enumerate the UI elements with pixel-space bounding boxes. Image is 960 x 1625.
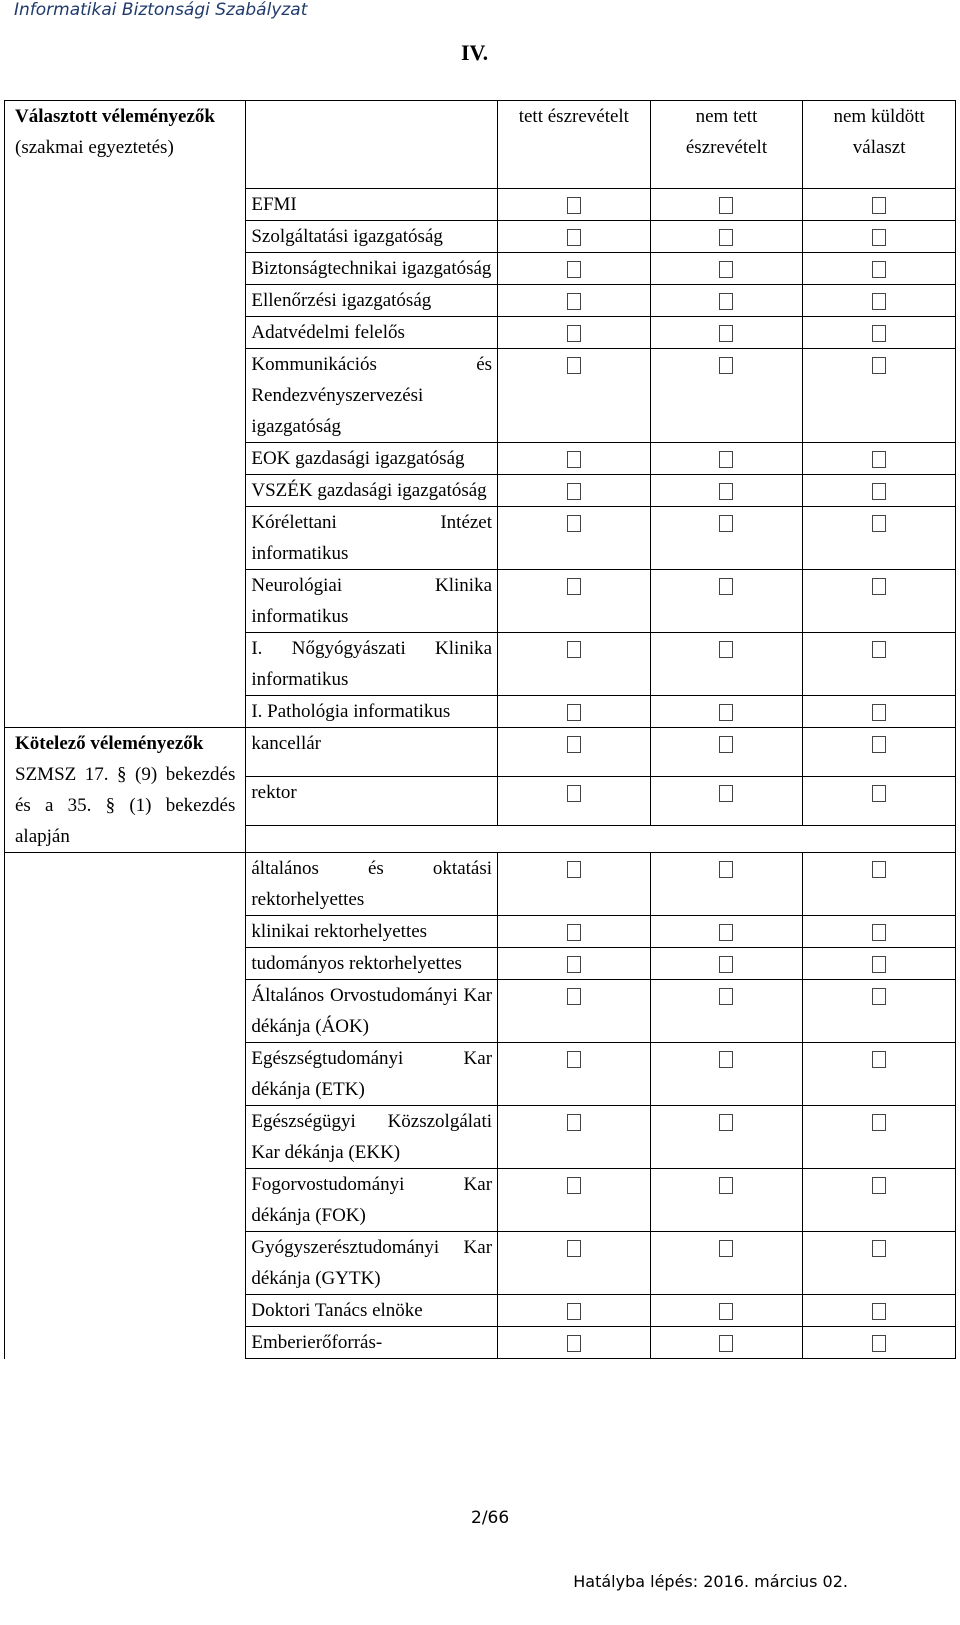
checkbox-cell <box>498 285 651 317</box>
checkbox-cell <box>498 696 651 728</box>
checkbox-cell <box>650 189 803 221</box>
reviewer-name: Gyógyszerésztudományi Kar dékánja (GYTK) <box>246 1232 498 1295</box>
checkbox-square-icon[interactable] <box>567 1114 581 1131</box>
checkbox-cell <box>803 253 956 285</box>
checkbox-square-icon[interactable] <box>872 1335 886 1352</box>
checkbox-cell <box>650 253 803 285</box>
checkbox-cell <box>650 696 803 728</box>
reviewer-name: rektor <box>246 777 498 826</box>
reviewer-name: Kommunikációs és Rendezvényszervezési igazgatóság <box>246 349 498 443</box>
checkbox-square-icon[interactable] <box>567 704 581 721</box>
checkbox-cell <box>803 853 956 916</box>
checkbox-cell <box>803 507 956 570</box>
checkbox-square-icon[interactable] <box>872 325 886 342</box>
column-header-no-comment: nem tett észrevételt <box>650 101 803 189</box>
checkbox-square-icon[interactable] <box>872 229 886 246</box>
checkbox-square-icon[interactable] <box>567 736 581 753</box>
checkbox-cell <box>498 728 651 777</box>
checkbox-cell <box>650 728 803 777</box>
checkbox-cell <box>498 443 651 475</box>
table-row <box>5 728 956 777</box>
checkbox-square-icon[interactable] <box>719 1240 733 1257</box>
spacer-cell <box>246 826 956 853</box>
checkbox-cell <box>498 507 651 570</box>
group2-continuation-cell <box>5 853 246 1359</box>
checkbox-square-icon[interactable] <box>567 261 581 278</box>
checkbox-cell <box>498 570 651 633</box>
checkbox-square-icon[interactable] <box>872 293 886 310</box>
checkbox-square-icon[interactable] <box>567 1240 581 1257</box>
reviewers-table <box>4 100 956 1359</box>
page-number: 2/66 <box>471 1508 510 1528</box>
reviewer-name: Ellenőrzési igazgatóság <box>246 285 498 317</box>
checkbox-cell <box>803 349 956 443</box>
checkbox-square-icon[interactable] <box>719 197 733 214</box>
checkbox-square-icon[interactable] <box>567 988 581 1005</box>
checkbox-cell <box>650 948 803 980</box>
checkbox-cell <box>803 1295 956 1327</box>
checkbox-square-icon[interactable] <box>872 357 886 374</box>
checkbox-square-icon[interactable] <box>567 924 581 941</box>
checkbox-square-icon[interactable] <box>719 1335 733 1352</box>
column-header-no-reply: nem küldött választ <box>803 101 956 189</box>
checkbox-cell <box>803 443 956 475</box>
checkbox-square-icon[interactable] <box>719 325 733 342</box>
checkbox-square-icon[interactable] <box>872 578 886 595</box>
checkbox-cell <box>498 633 651 696</box>
checkbox-cell <box>803 728 956 777</box>
group1-title: Választott véleményezők <box>15 106 215 127</box>
checkbox-square-icon[interactable] <box>872 785 886 802</box>
checkbox-cell <box>803 317 956 349</box>
checkbox-square-icon[interactable] <box>872 736 886 753</box>
checkbox-square-icon[interactable] <box>872 451 886 468</box>
checkbox-square-icon[interactable] <box>567 1177 581 1194</box>
checkbox-cell <box>650 1232 803 1295</box>
checkbox-square-icon[interactable] <box>719 578 733 595</box>
checkbox-square-icon[interactable] <box>567 229 581 246</box>
checkbox-cell <box>650 285 803 317</box>
checkbox-cell <box>650 349 803 443</box>
checkbox-square-icon[interactable] <box>719 988 733 1005</box>
reviewer-name: klinikai rektorhelyettes <box>246 916 498 948</box>
checkbox-square-icon[interactable] <box>872 515 886 532</box>
checkbox-cell <box>650 1169 803 1232</box>
checkbox-cell <box>803 1327 956 1359</box>
checkbox-cell <box>498 349 651 443</box>
checkbox-square-icon[interactable] <box>872 861 886 878</box>
checkbox-cell <box>650 1327 803 1359</box>
checkbox-cell <box>803 696 956 728</box>
checkbox-square-icon[interactable] <box>567 293 581 310</box>
checkbox-cell <box>498 1295 651 1327</box>
column-header-commented: tett észrevételt <box>498 101 651 189</box>
reviewer-name: általános és oktatási rektorhelyettes <box>246 853 498 916</box>
checkbox-square-icon[interactable] <box>567 357 581 374</box>
checkbox-cell <box>650 1043 803 1106</box>
header-blank-cell <box>246 101 498 189</box>
checkbox-cell <box>498 853 651 916</box>
checkbox-cell <box>650 443 803 475</box>
reviewer-name: VSZÉK gazdasági igazgatóság <box>246 475 498 507</box>
checkbox-square-icon[interactable] <box>872 988 886 1005</box>
checkbox-cell <box>498 317 651 349</box>
checkbox-square-icon[interactable] <box>872 1051 886 1068</box>
group1-label-cell <box>5 101 246 189</box>
reviewer-name: kancellár <box>246 728 498 777</box>
checkbox-square-icon[interactable] <box>872 261 886 278</box>
checkbox-cell <box>498 189 651 221</box>
checkbox-cell <box>803 189 956 221</box>
checkbox-square-icon[interactable] <box>567 956 581 973</box>
checkbox-cell <box>650 221 803 253</box>
checkbox-square-icon[interactable] <box>719 1114 733 1131</box>
reviewer-name: Emberierőforrás- <box>246 1327 498 1359</box>
checkbox-cell <box>803 633 956 696</box>
checkbox-square-icon[interactable] <box>872 956 886 973</box>
checkbox-cell <box>498 1106 651 1169</box>
checkbox-cell <box>650 570 803 633</box>
reviewer-name: EFMI <box>246 189 498 221</box>
reviewer-name: Szolgáltatási igazgatóság <box>246 221 498 253</box>
reviewer-name: Egészségügyi Közszolgálati Kar dékánja (EKK) <box>246 1106 498 1169</box>
checkbox-square-icon[interactable] <box>872 1177 886 1194</box>
reviewer-name: EOK gazdasági igazgatóság <box>246 443 498 475</box>
effective-date: Hatályba lépés: 2016. március 02. <box>573 1572 848 1591</box>
checkbox-square-icon[interactable] <box>719 451 733 468</box>
checkbox-cell <box>650 916 803 948</box>
checkbox-cell <box>803 777 956 826</box>
checkbox-cell <box>803 980 956 1043</box>
checkbox-square-icon[interactable] <box>719 357 733 374</box>
checkbox-square-icon[interactable] <box>719 1303 733 1320</box>
checkbox-square-icon[interactable] <box>719 736 733 753</box>
checkbox-cell <box>803 1169 956 1232</box>
checkbox-cell <box>498 475 651 507</box>
checkbox-square-icon[interactable] <box>719 924 733 941</box>
checkbox-cell <box>498 1043 651 1106</box>
reviewer-name: Általános Orvostudományi Kar dékánja (ÁOK) <box>246 980 498 1043</box>
document-header-title: Informatikai Biztonsági Szabályzat <box>14 0 308 20</box>
group2-label-cell <box>5 728 246 853</box>
checkbox-square-icon[interactable] <box>719 785 733 802</box>
checkbox-square-icon[interactable] <box>719 293 733 310</box>
checkbox-cell <box>650 507 803 570</box>
checkbox-cell <box>498 253 651 285</box>
checkbox-square-icon[interactable] <box>872 1114 886 1131</box>
checkbox-cell <box>650 1106 803 1169</box>
checkbox-square-icon[interactable] <box>719 1051 733 1068</box>
checkbox-cell <box>803 916 956 948</box>
reviewer-name: I. Nőgyógyászati Klinika informatikus <box>246 633 498 696</box>
checkbox-square-icon[interactable] <box>872 1303 886 1320</box>
checkbox-square-icon[interactable] <box>719 861 733 878</box>
checkbox-square-icon[interactable] <box>872 641 886 658</box>
checkbox-cell <box>803 570 956 633</box>
table-row <box>5 853 956 916</box>
reviewer-name: Egészségtudományi Kar dékánja (ETK) <box>246 1043 498 1106</box>
reviewer-name: Biztonságtechnikai igazgatóság <box>246 253 498 285</box>
checkbox-square-icon[interactable] <box>719 261 733 278</box>
group1-spacer-cell <box>5 189 246 728</box>
reviewer-name: tudományos rektorhelyettes <box>246 948 498 980</box>
checkbox-square-icon[interactable] <box>567 1335 581 1352</box>
checkbox-square-icon[interactable] <box>719 641 733 658</box>
checkbox-cell <box>498 948 651 980</box>
checkbox-square-icon[interactable] <box>567 1051 581 1068</box>
reviewer-name: Neurológiai Klinika informatikus <box>246 570 498 633</box>
checkbox-square-icon[interactable] <box>872 483 886 500</box>
checkbox-square-icon[interactable] <box>719 515 733 532</box>
group2-basis: SZMSZ 17. § (9) bekezdés és a 35. § (1) bekezdés alapján <box>15 764 236 847</box>
section-number: IV. <box>461 40 489 65</box>
checkbox-cell <box>650 853 803 916</box>
group2-title: Kötelező véleményezők <box>15 733 204 754</box>
reviewer-name: Kórélettani Intézet informatikus <box>246 507 498 570</box>
checkbox-cell <box>650 777 803 826</box>
checkbox-square-icon[interactable] <box>567 197 581 214</box>
checkbox-cell <box>498 1232 651 1295</box>
table-row <box>5 189 956 221</box>
checkbox-cell <box>498 1169 651 1232</box>
checkbox-cell <box>803 1106 956 1169</box>
checkbox-cell <box>803 1043 956 1106</box>
checkbox-square-icon[interactable] <box>567 641 581 658</box>
checkbox-cell <box>650 317 803 349</box>
checkbox-cell <box>803 475 956 507</box>
group1-subtitle: (szakmai egyeztetés) <box>15 137 174 158</box>
checkbox-cell <box>498 980 651 1043</box>
checkbox-square-icon[interactable] <box>719 229 733 246</box>
checkbox-square-icon[interactable] <box>719 1177 733 1194</box>
checkbox-square-icon[interactable] <box>872 924 886 941</box>
reviewer-name: Doktori Tanács elnöke <box>246 1295 498 1327</box>
checkbox-cell <box>498 1327 651 1359</box>
checkbox-square-icon[interactable] <box>567 483 581 500</box>
checkbox-square-icon[interactable] <box>567 1303 581 1320</box>
checkbox-square-icon[interactable] <box>872 704 886 721</box>
checkbox-square-icon[interactable] <box>567 515 581 532</box>
checkbox-cell <box>498 777 651 826</box>
checkbox-cell <box>498 221 651 253</box>
checkbox-square-icon[interactable] <box>872 1240 886 1257</box>
checkbox-square-icon[interactable] <box>567 325 581 342</box>
checkbox-square-icon[interactable] <box>567 578 581 595</box>
checkbox-square-icon[interactable] <box>719 704 733 721</box>
checkbox-cell <box>650 1295 803 1327</box>
checkbox-square-icon[interactable] <box>567 785 581 802</box>
checkbox-cell <box>803 221 956 253</box>
checkbox-cell <box>650 633 803 696</box>
checkbox-square-icon[interactable] <box>872 197 886 214</box>
checkbox-cell <box>498 916 651 948</box>
checkbox-cell <box>803 285 956 317</box>
checkbox-square-icon[interactable] <box>719 956 733 973</box>
reviewer-name: Fogorvostudományi Kar dékánja (FOK) <box>246 1169 498 1232</box>
checkbox-cell <box>650 980 803 1043</box>
reviewer-name: I. Pathológia informatikus <box>246 696 498 728</box>
checkbox-cell <box>650 475 803 507</box>
checkbox-cell <box>803 1232 956 1295</box>
table-header-row <box>5 101 956 189</box>
reviewer-name: Adatvédelmi felelős <box>246 317 498 349</box>
checkbox-square-icon[interactable] <box>719 483 733 500</box>
checkbox-square-icon[interactable] <box>567 451 581 468</box>
checkbox-cell <box>803 948 956 980</box>
checkbox-square-icon[interactable] <box>567 861 581 878</box>
